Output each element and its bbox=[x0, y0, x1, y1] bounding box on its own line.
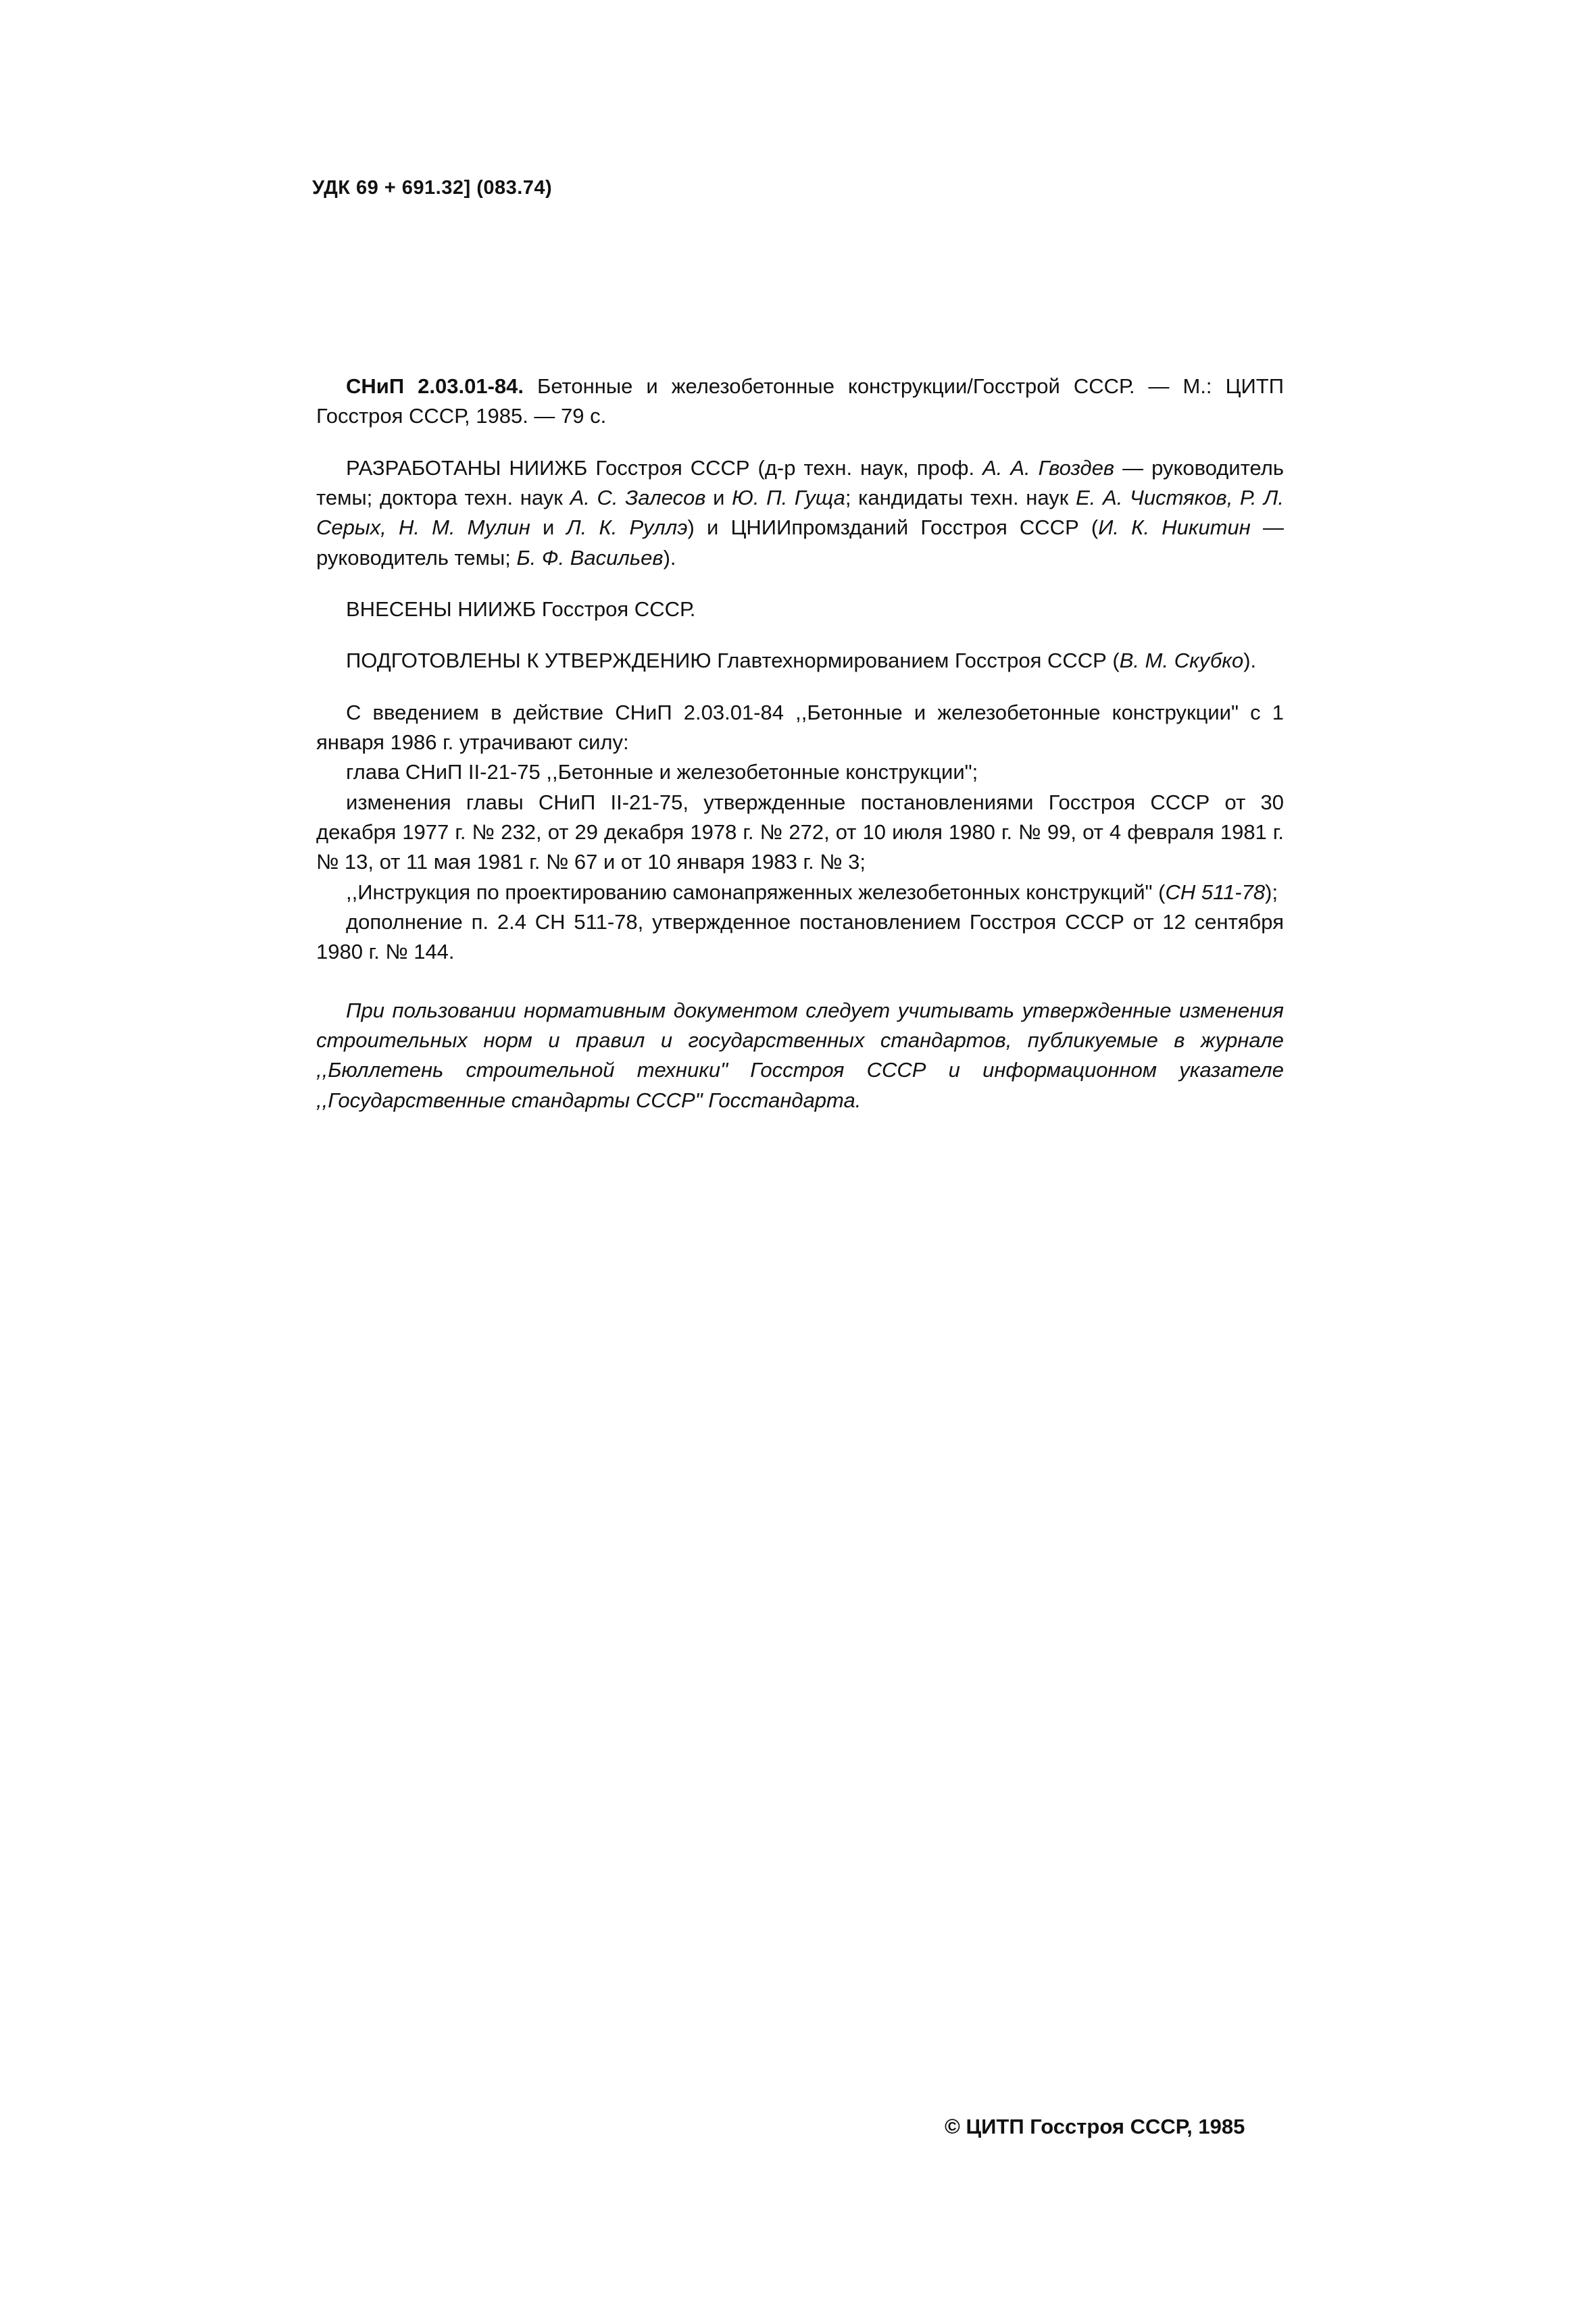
developers-text: — руководитель темы; bbox=[316, 515, 1284, 570]
author-name: Л. К. Руллэ bbox=[566, 515, 688, 540]
superseded-item: глава СНиП II-21-75 ,,Бетонные и железобетонные конструкции"; bbox=[346, 760, 978, 784]
document-code: СНиП 2.03.01-84. bbox=[346, 374, 524, 398]
developers-text: ; кандидаты техн. наук bbox=[845, 485, 1076, 509]
prepared-text: ). bbox=[1243, 649, 1257, 673]
author-name: Б. Ф. Васильев bbox=[516, 545, 664, 570]
usage-note: При пользовании нормативным документом следует учитывать утвержденные изменения строительных норм и правил и государственных стандартов, публикуемые в журнале ,,Бюллетень строительной техники" Госстроя СССР и информационном указателе ,,Государственные стандарты СССР" Госстандарта. bbox=[316, 998, 1284, 1112]
superseded-text: ); bbox=[1265, 880, 1278, 904]
udk-code: УДК 69 + 691.32] (083.74) bbox=[312, 177, 553, 199]
citation-paragraph bbox=[316, 372, 1284, 432]
developers-paragraph bbox=[316, 453, 1284, 573]
author-name: В. М. Скубко bbox=[1119, 649, 1244, 673]
developers-text: и bbox=[530, 515, 567, 540]
effective-paragraph: С введением в действие СНиП 2.03.01-84 ,,Бетонные и железобетонные конструкции" с 1 января 1986 г. утрачивают силу: bbox=[316, 700, 1284, 754]
author-name: Ю. П. Гуща bbox=[732, 485, 845, 509]
superseded-code: СН 511-78 bbox=[1165, 880, 1266, 904]
copyright-notice: © ЦИТП Госстроя СССР, 1985 bbox=[945, 2115, 1245, 2138]
developers-text: и bbox=[705, 485, 732, 509]
author-name: А. С. Залесов bbox=[570, 485, 706, 509]
superseded-item: изменения главы СНиП II-21-75, утвержденные постановлениями Госстроя СССР от 30 декабря 1977 г. № 232, от 29 декабря 1978 г. № 272, от 10 июля 1980 г. № 99, от 4 февраля 1981 г. № 13, от 11 мая 1981 г. № 67 и от 10 января 1983 г. № 3; bbox=[316, 790, 1284, 874]
author-name: Е. А. Чистяков, Р. Л. Серых, Н. М. Мулин bbox=[316, 485, 1285, 540]
developers-text: РАЗРАБОТАНЫ НИИЖБ Госстроя СССР (д-р техн. наук, проф. bbox=[346, 455, 983, 480]
superseded-item bbox=[316, 878, 1284, 907]
prepared-paragraph bbox=[316, 646, 1284, 676]
author-name: А. А. Гвоздев bbox=[982, 455, 1115, 480]
superseded-text: ,,Инструкция по проектированию самонапряженных железобетонных конструкций" ( bbox=[346, 880, 1166, 904]
introduced-paragraph: ВНЕСЕНЫ НИИЖБ Госстроя СССР. bbox=[346, 597, 696, 621]
citation-text: Бетонные и железобетонные конструкции/Госстрой СССР. — М.: ЦИТП Госстроя СССР, 1985. — 79 с. bbox=[316, 374, 1284, 428]
developers-text: ) и ЦНИИпромзданий Госстроя СССР ( bbox=[687, 515, 1099, 540]
prepared-text: ПОДГОТОВЛЕНЫ К УТВЕРЖДЕНИЮ Главтехнормированием Госстроя СССР ( bbox=[346, 649, 1120, 673]
superseded-item: дополнение п. 2.4 СН 511-78, утвержденное постановлением Госстроя СССР от 12 сентября 1980 г. № 144. bbox=[316, 909, 1284, 964]
developers-text: ). bbox=[663, 545, 676, 570]
developers-text: — руководитель темы; доктора техн. наук bbox=[316, 455, 1284, 509]
author-name: И. К. Никитин bbox=[1098, 515, 1251, 540]
document-body bbox=[316, 372, 1284, 1115]
